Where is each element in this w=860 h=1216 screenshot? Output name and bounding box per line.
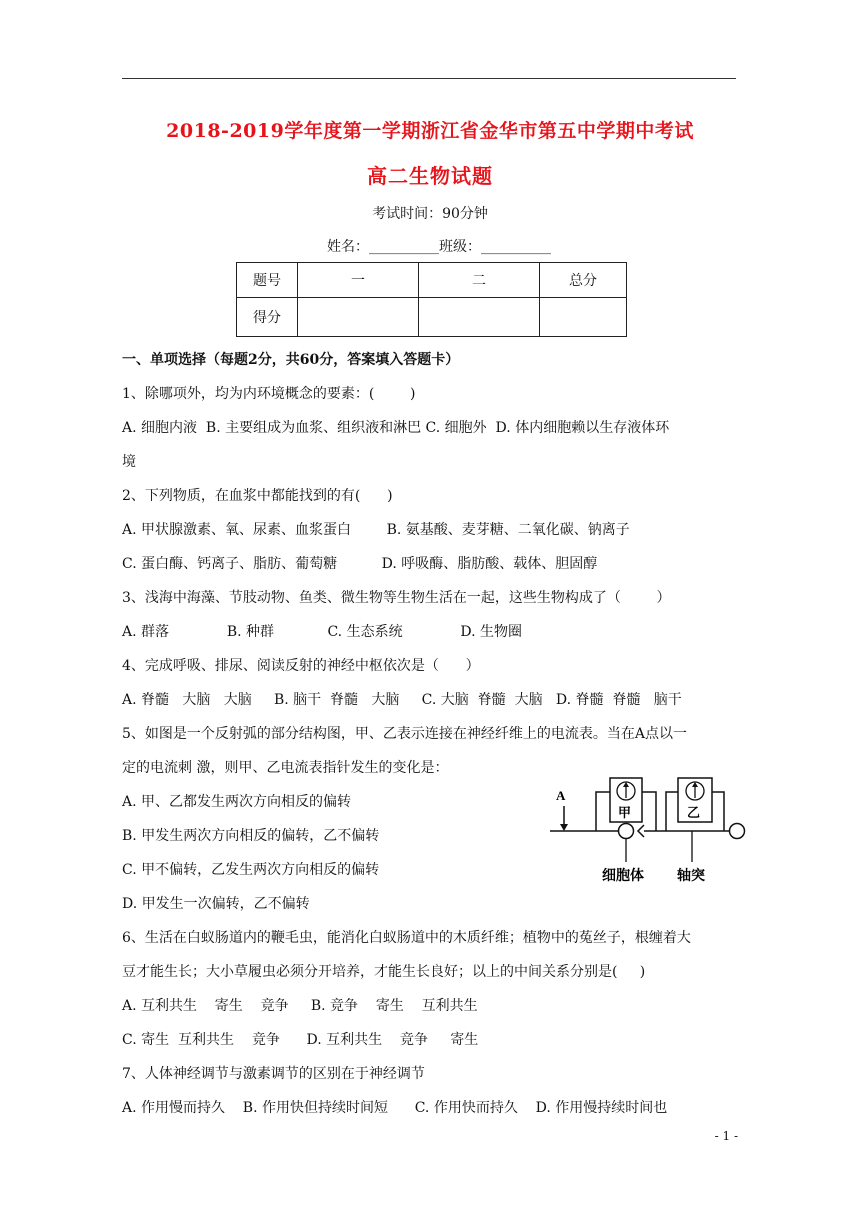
text-line: 6、生活在白蚁肠道内的鞭毛虫，能消化白蚁肠道中的木质纤维；植物中的菟丝子，根缠着大 xyxy=(122,930,691,946)
text-line: 2、下列物质，在血浆中都能找到的有( ) xyxy=(122,488,393,504)
reflex-arc-diagram xyxy=(546,774,752,888)
cell-body-circle xyxy=(619,824,634,839)
text-line: A. 互利共生 寄生 竞争 B. 竞争 寄生 互利共生 xyxy=(122,998,478,1014)
text-line: 5、如图是一个反射弧的部分结构图，甲、乙表示连接在神经纤维上的电流表。当在A点以一 xyxy=(122,726,688,742)
section-heading: 一、单项选择（每题2分，共60分，答案填入答题卡） xyxy=(122,352,460,368)
text-line: 境 xyxy=(122,454,136,470)
name-class-field: 姓名：__________班级：__________ xyxy=(327,239,551,255)
text-line: 7、人体神经调节与激素调节的区别在于神经调节 xyxy=(122,1066,425,1082)
text-line: 定的电流刺 激，则甲、乙电流表指针发生的变化是： xyxy=(122,760,449,776)
score-cell: 题号 xyxy=(237,263,298,298)
questions-body xyxy=(122,343,742,1125)
text-line: C. 甲不偏转，乙发生两次方向相反的偏转 xyxy=(122,862,380,878)
meter-jia-label: 甲 xyxy=(618,806,632,821)
page-number: - 1 - xyxy=(714,1129,738,1143)
exam-subtitle: 高二生物试题 xyxy=(367,164,493,188)
text-line: A. 作用慢而持久 B. 作用快但持续时间短 C. 作用快而持久 D. 作用慢持续时间也 xyxy=(122,1100,668,1116)
synapse-mark xyxy=(638,825,644,837)
score-cell: 总分 xyxy=(540,263,627,298)
text-line: A. 细胞内液 B. 主要组成为血浆、组织液和淋巴 C. 细胞外 D. 体内细胞赖以生存液体环 xyxy=(122,420,670,436)
text-line: A. 甲、乙都发生两次方向相反的偏转 xyxy=(122,794,352,810)
text-line: C. 蛋白酶、钙离子、脂肪、葡萄糖 D. 呼吸酶、脂肪酸、载体、胆固醇 xyxy=(122,556,598,572)
text-line: 1、除哪项外，均为内环境概念的要素：( ) xyxy=(122,386,416,402)
axon-label: 轴突 xyxy=(677,868,705,884)
cell-body-label: 细胞体 xyxy=(602,868,644,884)
text-line: 4、完成呼吸、排尿、阅读反射的神经中枢依次是（ ） xyxy=(122,658,480,674)
score-table-header-row xyxy=(237,263,627,298)
score-table-score-row xyxy=(237,298,627,337)
score-cell: 一 xyxy=(298,263,419,298)
score-cell: 二 xyxy=(419,263,540,298)
score-table xyxy=(236,262,627,337)
point-a-label: A xyxy=(556,788,566,803)
exam-title: 2018-2019学年度第一学期浙江省金华市第五中学期中考试 xyxy=(166,120,694,142)
text-line: A. 脊髓 大脑 大脑 B. 脑干 脊髓 大脑 C. 大脑 脊髓 大脑 D. 脊髓 脊髓 脑干 xyxy=(122,692,682,708)
stimulus-arrow-head xyxy=(560,824,568,831)
score-cell: 得分 xyxy=(237,298,298,337)
score-cell-empty xyxy=(419,298,540,337)
axon-end-circle xyxy=(730,824,745,839)
text-line: A. 群落 B. 种群 C. 生态系统 D. 生物圈 xyxy=(122,624,523,640)
text-line: 3、浅海中海藻、节肢动物、鱼类、微生物等生物生活在一起，这些生物构成了（ ） xyxy=(122,590,671,606)
meter-yi-label: 乙 xyxy=(687,806,701,821)
header-rule xyxy=(122,78,736,79)
text-line: A. 甲状腺激素、氧、尿素、血浆蛋白 B. 氨基酸、麦芽糖、二氧化碳、钠离子 xyxy=(122,522,630,538)
exam-time: 考试时间：90分钟 xyxy=(372,206,488,222)
text-line: B. 甲发生两次方向相反的偏转，乙不偏转 xyxy=(122,828,380,844)
score-cell-empty xyxy=(298,298,419,337)
score-cell-empty xyxy=(540,298,627,337)
text-line: C. 寄生 互利共生 竞争 D. 互利共生 竞争 寄生 xyxy=(122,1032,479,1048)
text-line: 豆才能生长；大小草履虫必须分开培养，才能生长良好；以上的中间关系分别是( ) xyxy=(122,964,646,980)
text-line: D. 甲发生一次偏转，乙不偏转 xyxy=(122,896,310,912)
